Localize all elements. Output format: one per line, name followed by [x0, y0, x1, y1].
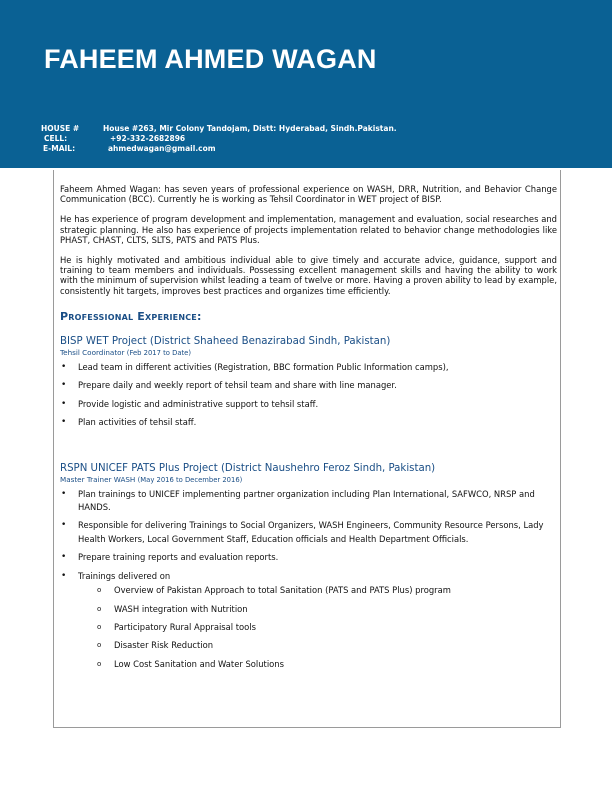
circle-bullet-icon: o: [97, 604, 102, 613]
job-role: [60, 475, 557, 485]
experience-section-title: Professional Experience:: [60, 309, 202, 323]
job-entry-bisp: [60, 336, 557, 430]
job-title: BISP WET Project (District Shaheed Benazirabad Sindh, Pakistan): [60, 336, 391, 348]
sub-list-item-text: Low Cost Sanitation and Water Solutions: [114, 658, 284, 669]
circle-bullet-icon: o: [97, 641, 102, 650]
list-item: [60, 416, 557, 429]
bullet-icon: •: [61, 520, 67, 531]
email-label: E-MAIL:: [43, 144, 76, 153]
list-item-text: Provide logistic and administrative support to tehsil staff.: [78, 398, 319, 409]
address-value: House #263, Mir Colony Tandojam, Distt: Hyderabad, Sindh.Pakistan.: [103, 124, 397, 133]
trainings-sublist: [78, 584, 557, 671]
sub-list-item: [78, 603, 557, 616]
list-item-text: Trainings delivered on: [78, 570, 171, 581]
sub-list-item-text: Disaster Risk Reduction: [114, 640, 214, 651]
circle-bullet-icon: o: [97, 659, 102, 668]
job-entry-rspn: [60, 463, 557, 671]
sub-list-item: [78, 621, 557, 634]
job-duties-list: [60, 361, 557, 430]
job-dates: (Feb 2017 to Date): [126, 349, 191, 358]
list-item-text: Prepare daily and weekly report of tehsil team and share with line manager.: [78, 380, 397, 391]
list-item: [60, 570, 557, 671]
sub-list-item-text: Overview of Pakistan Approach to total Sanitation (PATS and PATS Plus) program: [114, 585, 451, 596]
job-dates: (May 2016 to December 2016): [137, 475, 243, 484]
sub-list-item: [78, 658, 557, 671]
circle-bullet-icon: o: [97, 586, 102, 595]
bullet-icon: •: [61, 488, 67, 499]
list-item: [60, 488, 557, 515]
job-role-name: Master Trainer WASH: [60, 474, 136, 484]
sub-list-item: [78, 584, 557, 597]
list-item: [60, 519, 557, 546]
sub-list-item-text: WASH integration with Nutrition: [114, 603, 248, 614]
summary-paragraph-3: He is highly motivated and ambitious individual able to give timely and accurate advice, guidance, support and training to team members and individuals. Possessing excellent management skills and having the ability to work with the minimum of supervision whilst leading a team of twelve or more. Having a proven ability to lead by example, consistently hit targets, improves best practices and organizes time efficiently.: [60, 255, 557, 296]
resume-body: [60, 184, 557, 676]
list-item-text: Prepare training reports and evaluation reports.: [78, 552, 279, 563]
job-duties-list: [60, 488, 557, 671]
summary-paragraph-1: Faheem Ahmed Wagan: has seven years of professional experience on WASH, DRR, Nutrition, and Behavior Change Communication (BCC). Currently he is working as Tehsil Coordinator in WET project of BISP.: [60, 184, 557, 205]
email-value[interactable]: ahmedwagan@gmail.com: [108, 144, 216, 153]
sub-list-item: [78, 639, 557, 652]
header-banner: [0, 0, 612, 168]
job-role: [60, 348, 557, 358]
candidate-name: FAHEEM AHMED WAGAN: [44, 44, 377, 74]
address-label: HOUSE #: [41, 124, 80, 133]
job-title: RSPN UNICEF PATS Plus Project (District Naushehro Feroz Sindh, Pakistan): [60, 462, 436, 474]
summary-paragraph-2: He has experience of program development and implementation, management and evaluation, social researches and strategic planning. He also has experience of projects implementation related to behavior change methodologies like PHAST, CHAST, CLTS, SLTS, PATS and PATS Plus.: [60, 214, 557, 245]
circle-bullet-icon: o: [97, 622, 102, 631]
cell-label: CELL:: [44, 134, 68, 143]
sub-list-item-text: Participatory Rural Appraisal tools: [114, 621, 256, 632]
list-item: [60, 361, 557, 374]
list-item: [60, 379, 557, 392]
bullet-icon: •: [61, 570, 67, 581]
bullet-icon: •: [61, 552, 67, 563]
list-item-text: Lead team in different activities (Registration, BBC formation Public Information camps),: [78, 362, 449, 373]
job-role-name: Tehsil Coordinator: [60, 348, 125, 358]
list-item-text: Plan trainings to UNICEF implementing partner organization including Plan International, SAFWCO, NRSP and HANDS.: [78, 488, 535, 513]
list-item: [60, 551, 557, 564]
cell-value: +92-332-2682896: [110, 134, 186, 143]
list-item-text: Responsible for delivering Trainings to Social Organizers, WASH Engineers, Community Resource Persons, Lady Health Workers, Local Government Staff, Education officials and Health Department Officials.: [78, 520, 544, 544]
list-item-text: Plan activities of tehsil staff.: [78, 417, 197, 428]
list-item: [60, 398, 557, 411]
bullet-icon: •: [61, 417, 67, 428]
bullet-icon: •: [61, 398, 67, 409]
bullet-icon: •: [61, 380, 67, 391]
bullet-icon: •: [61, 362, 67, 373]
